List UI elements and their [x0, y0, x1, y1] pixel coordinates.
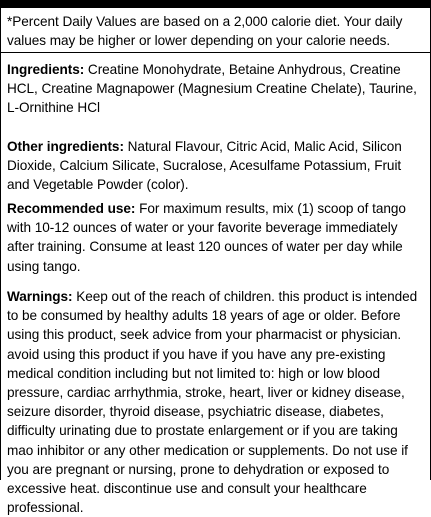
ingredients-text: Creatine Monohydrate, Betaine Anhydrous, Creatine HCL, Creatine Magnapower (Magnesium Creatine Chelate), Taurine, L-Ornithine HCl	[7, 62, 417, 116]
other-ingredients-label: Other ingredients:	[7, 139, 124, 154]
recommended-use-text: For maximum results, mix (1) scoop of tango with 10-12 ounces of water or your favorite beverage immediately after training. Consume at least 120 ounces of water per day while using tango.	[7, 201, 406, 274]
top-thick-rule	[1, 0, 430, 8]
recommended-use-label: Recommended use:	[7, 201, 136, 216]
ingredients-label: Ingredients:	[7, 62, 85, 77]
other-ingredients-section	[7, 137, 426, 195]
warnings-label: Warnings:	[7, 289, 73, 304]
recommended-use-section	[7, 199, 426, 276]
section-divider	[1, 52, 430, 53]
ingredients-section	[7, 60, 426, 118]
warnings-text: Keep out of the reach of children. this product is intended to be consumed by healthy adults 18 years of age or older. Before using this product, seek advice from your pharmacist or physician. avoid using this product if you have if you have any pre-existing medical condition including but not limited to: high or low blood pressure, cardiac arrhythmia, stroke, heart, liver or kidney disease, seizure disorder, thyroid disease, psychiatric disease, diabetes, difficulty urinating due to prostate enlargement or if you are taking mao inhibitor or any other medication or supplements. Do not use if you are pregnant or nursing, prone to dehydration or exposed to excessive heat. discontinue use and consult your healthcare professional.	[7, 289, 418, 516]
other-ingredients-text: Natural Flavour, Citric Acid, Malic Acid, Silicon Dioxide, Calcium Silicate, Sucralose, Acesulfame Potassium, Fruit and Vegetable Powder (color).	[7, 139, 402, 193]
warnings-section	[7, 287, 426, 517]
daily-value-footnote: *Percent Daily Values are based on a 2,000 calorie diet. Your daily values may be higher or lower depending on your calorie needs.	[7, 14, 403, 48]
